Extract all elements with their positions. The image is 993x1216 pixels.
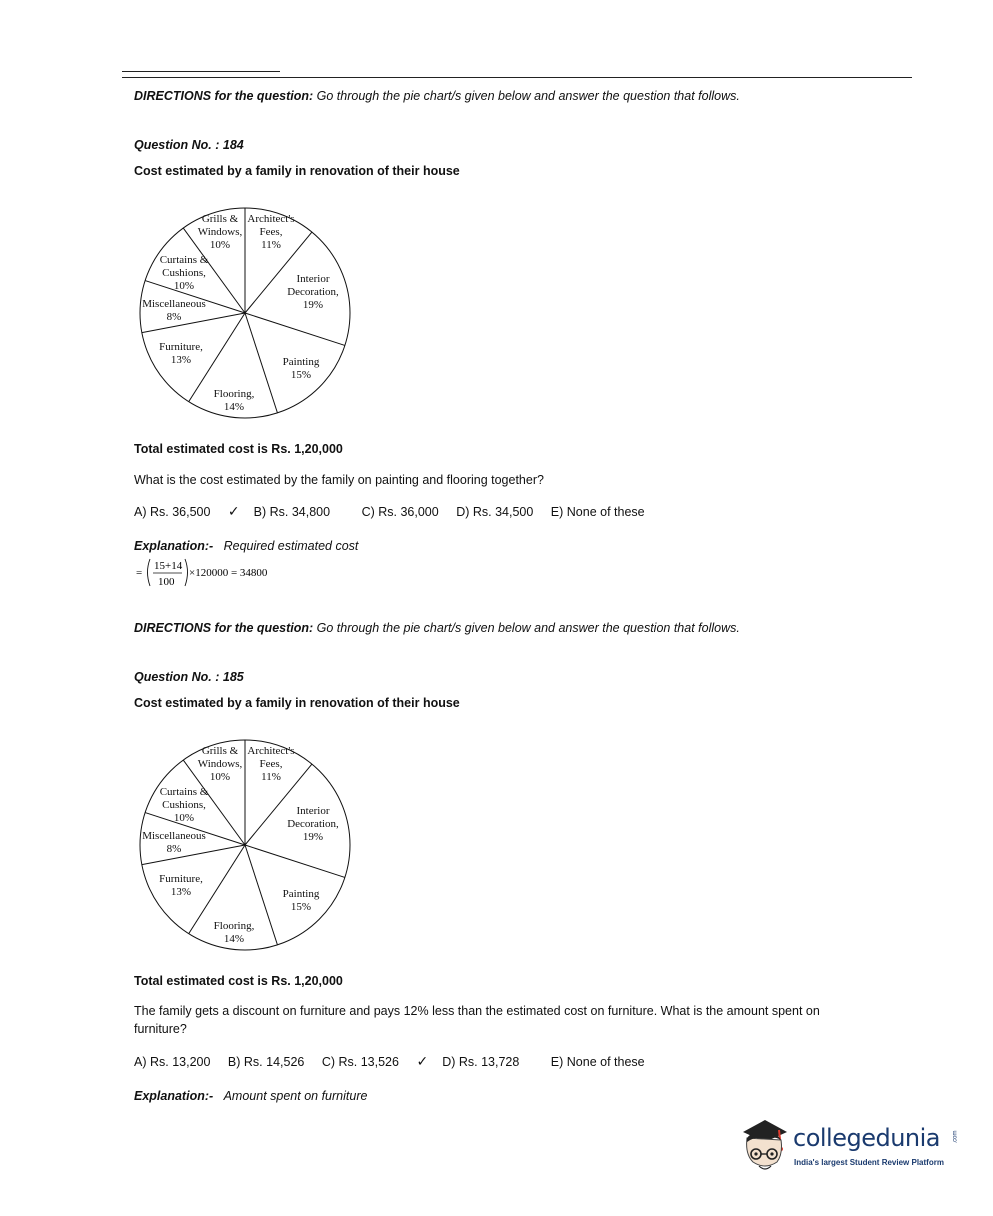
explanation-2: [134, 1089, 367, 1103]
option-b-2[interactable]: B) Rs. 14,526: [227, 1055, 305, 1069]
pie-slice-divider-2: [245, 845, 345, 877]
directions-text-2: Go through the pie chart/s given below and answer the question that follows.: [316, 621, 740, 635]
option-a-2[interactable]: A) Rs. 13,200: [134, 1055, 211, 1069]
pie-slice-label-2: Painting 15%: [282, 888, 320, 913]
pie-chart-2: [130, 737, 360, 957]
pie-slice-label-3: Flooring, 14%: [213, 388, 255, 413]
directions-label: DIRECTIONS for the question:: [134, 89, 314, 103]
pie-slice-label-0: Architect's Fees, 11%: [247, 213, 295, 251]
pie-slice-label-1: Interior Decoration, 19%: [287, 805, 339, 843]
pie-slice-label-0: Architect's Fees, 11%: [247, 745, 295, 783]
option-d[interactable]: D) Rs. 34,500: [456, 505, 534, 519]
chart-title-2: Cost estimated by a family in renovation of their house: [134, 696, 460, 710]
pie-slice-label-4: Furniture, 13%: [159, 341, 203, 366]
option-c-2[interactable]: C) Rs. 13,526: [321, 1055, 399, 1069]
option-e[interactable]: E) None of these: [550, 505, 645, 519]
chart-title: Cost estimated by a family in renovation of their house: [134, 164, 460, 178]
pie-slice-label-6: Curtains & Cushions, 10%: [159, 786, 209, 824]
formula-svg: [136, 556, 296, 590]
mascot-icon: [735, 1110, 795, 1176]
option-d-label: D) Rs. 13,728: [442, 1055, 520, 1069]
logo-tagline: India's largest Student Review Platform: [794, 1158, 944, 1167]
pie-slice-label-7: Grills & Windows, 10%: [197, 745, 243, 783]
option-b-label: B) Rs. 34,800: [253, 505, 331, 519]
pie-slice-divider-5: [142, 845, 245, 865]
pie-slice-label-3: Flooring, 14%: [213, 920, 255, 945]
option-e-2[interactable]: E) None of these: [550, 1055, 645, 1069]
question-number-2: Question No. : 185: [134, 670, 244, 684]
total-cost-2: Total estimated cost is Rs. 1,20,000: [134, 974, 343, 988]
check-icon-2: ✓: [416, 1053, 429, 1069]
explanation-text-2: Amount spent on furniture: [223, 1089, 368, 1103]
pie-slice-label-6: Curtains & Cushions, 10%: [159, 254, 209, 292]
pie-slice-label-4: Furniture, 13%: [159, 873, 203, 898]
option-c[interactable]: C) Rs. 36,000: [361, 505, 439, 519]
collegedunia-logo: [735, 1110, 965, 1180]
question-number: Question No. : 184: [134, 138, 244, 152]
pie-slice-divider-2: [245, 313, 345, 345]
answer-options: [134, 503, 659, 520]
explanation-label-2: Explanation:-: [134, 1089, 214, 1103]
question-text: What is the cost estimated by the family on painting and flooring together?: [134, 473, 544, 487]
pie-slice-label-7: Grills & Windows, 10%: [197, 213, 243, 251]
option-d-2[interactable]: [416, 1055, 533, 1069]
explanation: [134, 539, 358, 553]
question-text-2b: furniture?: [134, 1022, 187, 1036]
directions-label-2: DIRECTIONS for the question:: [134, 621, 314, 635]
formula-numerator: 15+14: [154, 560, 183, 572]
formula-result: ×120000 = 34800: [189, 567, 268, 579]
header-rule-short: [122, 71, 280, 72]
formula: [136, 556, 296, 593]
explanation-label: Explanation:-: [134, 539, 214, 553]
total-cost: Total estimated cost is Rs. 1,20,000: [134, 442, 343, 456]
pie-chart-svg: [130, 205, 360, 425]
pie-chart-svg-2: [130, 737, 360, 957]
pie-slice-label-5: Miscellaneous 8%: [142, 830, 206, 855]
check-icon: ✓: [227, 503, 240, 519]
option-b[interactable]: [228, 505, 344, 519]
directions-text: Go through the pie chart/s given below and answer the question that follows.: [316, 89, 740, 103]
pie-slice-label-2: Painting 15%: [282, 356, 320, 381]
answer-options-2: [134, 1053, 659, 1070]
pie-slice-label-5: Miscellaneous 8%: [142, 298, 206, 323]
option-a[interactable]: A) Rs. 36,500: [134, 505, 211, 519]
pie-slice-label-1: Interior Decoration, 19%: [287, 273, 339, 311]
formula-denominator: 100: [158, 576, 175, 588]
explanation-text: Required estimated cost: [223, 539, 359, 553]
question-text-2: The family gets a discount on furniture and pays 12% less than the estimated cost on furniture. What is the amount spent on: [134, 1004, 820, 1018]
header-rule: [122, 77, 912, 78]
directions: [134, 89, 740, 103]
logo-wordmark: collegedunia: [793, 1124, 941, 1152]
pie-slice-divider-5: [142, 313, 245, 333]
logo-suffix: .com: [952, 1130, 959, 1144]
formula-equals: =: [136, 567, 143, 579]
pie-chart: [130, 205, 360, 425]
directions-2: [134, 621, 740, 635]
